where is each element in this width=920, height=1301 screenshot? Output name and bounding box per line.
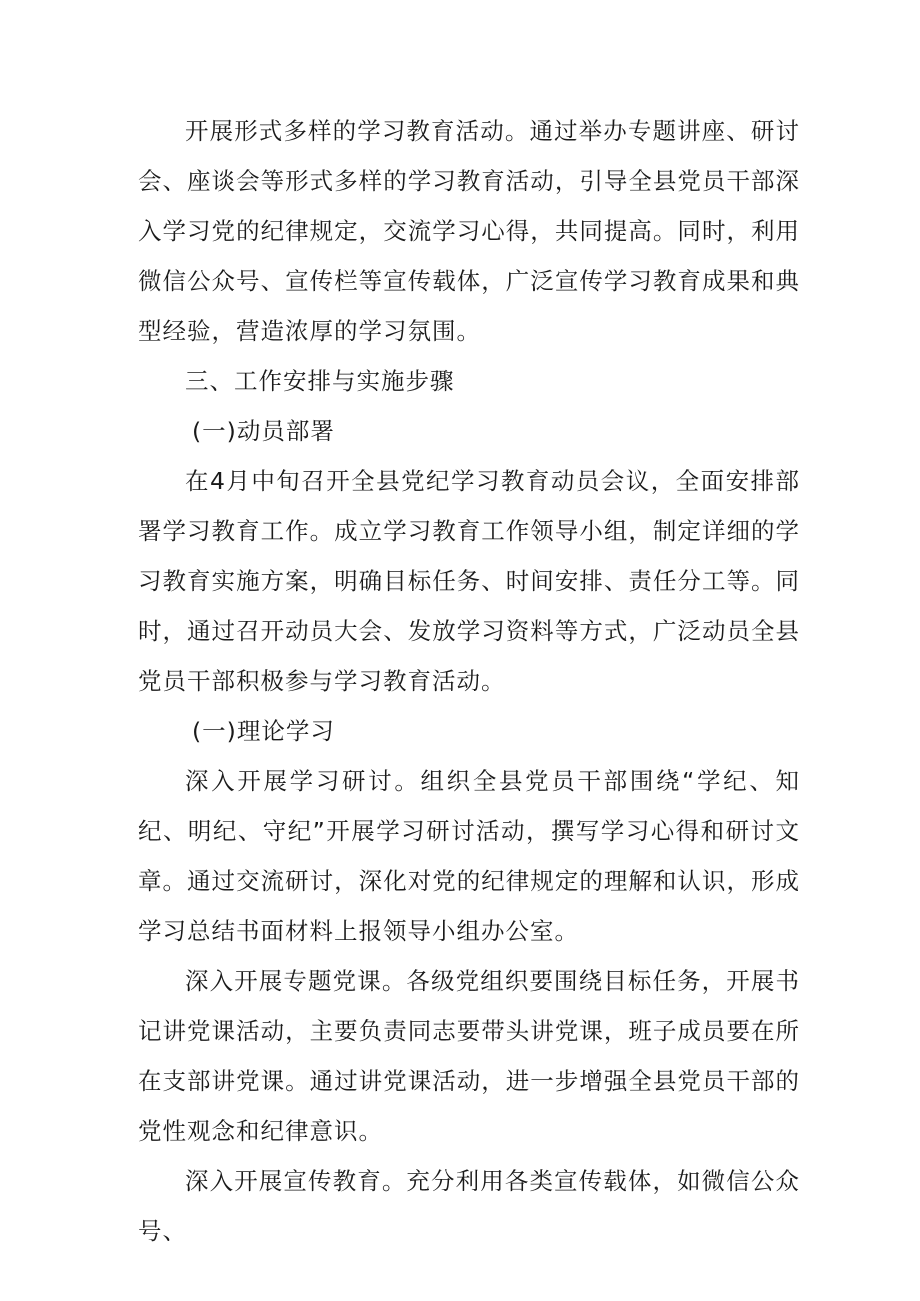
paragraph-study-discussion: 深入开展学习研讨。组织全县党员干部围绕“学纪、知纪、明纪、守纪”开展学习研讨活动，撰写学习心得和研讨文章。通过交流研讨，深化对党的纪律规定的理解和认识，形成学习总结书面材料上报领导小组办公室。 — [138, 767, 800, 945]
subheading-mobilization: (一)动员部署 — [192, 417, 335, 445]
paragraph-mobilization: 在4月中旬召开全县党纪学习教育动员会议，全面安排部署学习教育工作。成立学习教育工作领导小组，制定详细的学习教育实施方案，明确目标任务、时间安排、责任分工等。同时，通过召开动员大会、发放学习资料等方式，广泛动员全县党员干部积极参与学习教育活动。 — [138, 467, 800, 695]
document-body — [138, 106, 800, 1256]
paragraph-party-lecture: 深入开展专题党课。各级党组织要围绕目标任务，开展书记讲党课活动，主要负责同志要带头讲党课，班子成员要在所在支部讲党课。通过讲党课活动，进一步增强全县党员干部的党性观念和纪律意识。 — [138, 967, 800, 1145]
paragraph-publicity: 深入开展宣传教育。充分利用各类宣传载体，如微信公众号、 — [138, 1167, 800, 1245]
paragraph-activities: 开展形式多样的学习教育活动。通过举办专题讲座、研讨会、座谈会等形式多样的学习教育活动，引导全县党员干部深入学习党的纪律规定，交流学习心得，共同提高。同时，利用微信公众号、宣传栏等宣传载体，广泛宣传学习教育成果和典型经验，营造浓厚的学习氛围。 — [138, 117, 800, 345]
section-heading-work-arrangement: 三、工作安排与实施步骤 — [185, 367, 455, 395]
subheading-theory-study: (一)理论学习 — [192, 717, 335, 745]
